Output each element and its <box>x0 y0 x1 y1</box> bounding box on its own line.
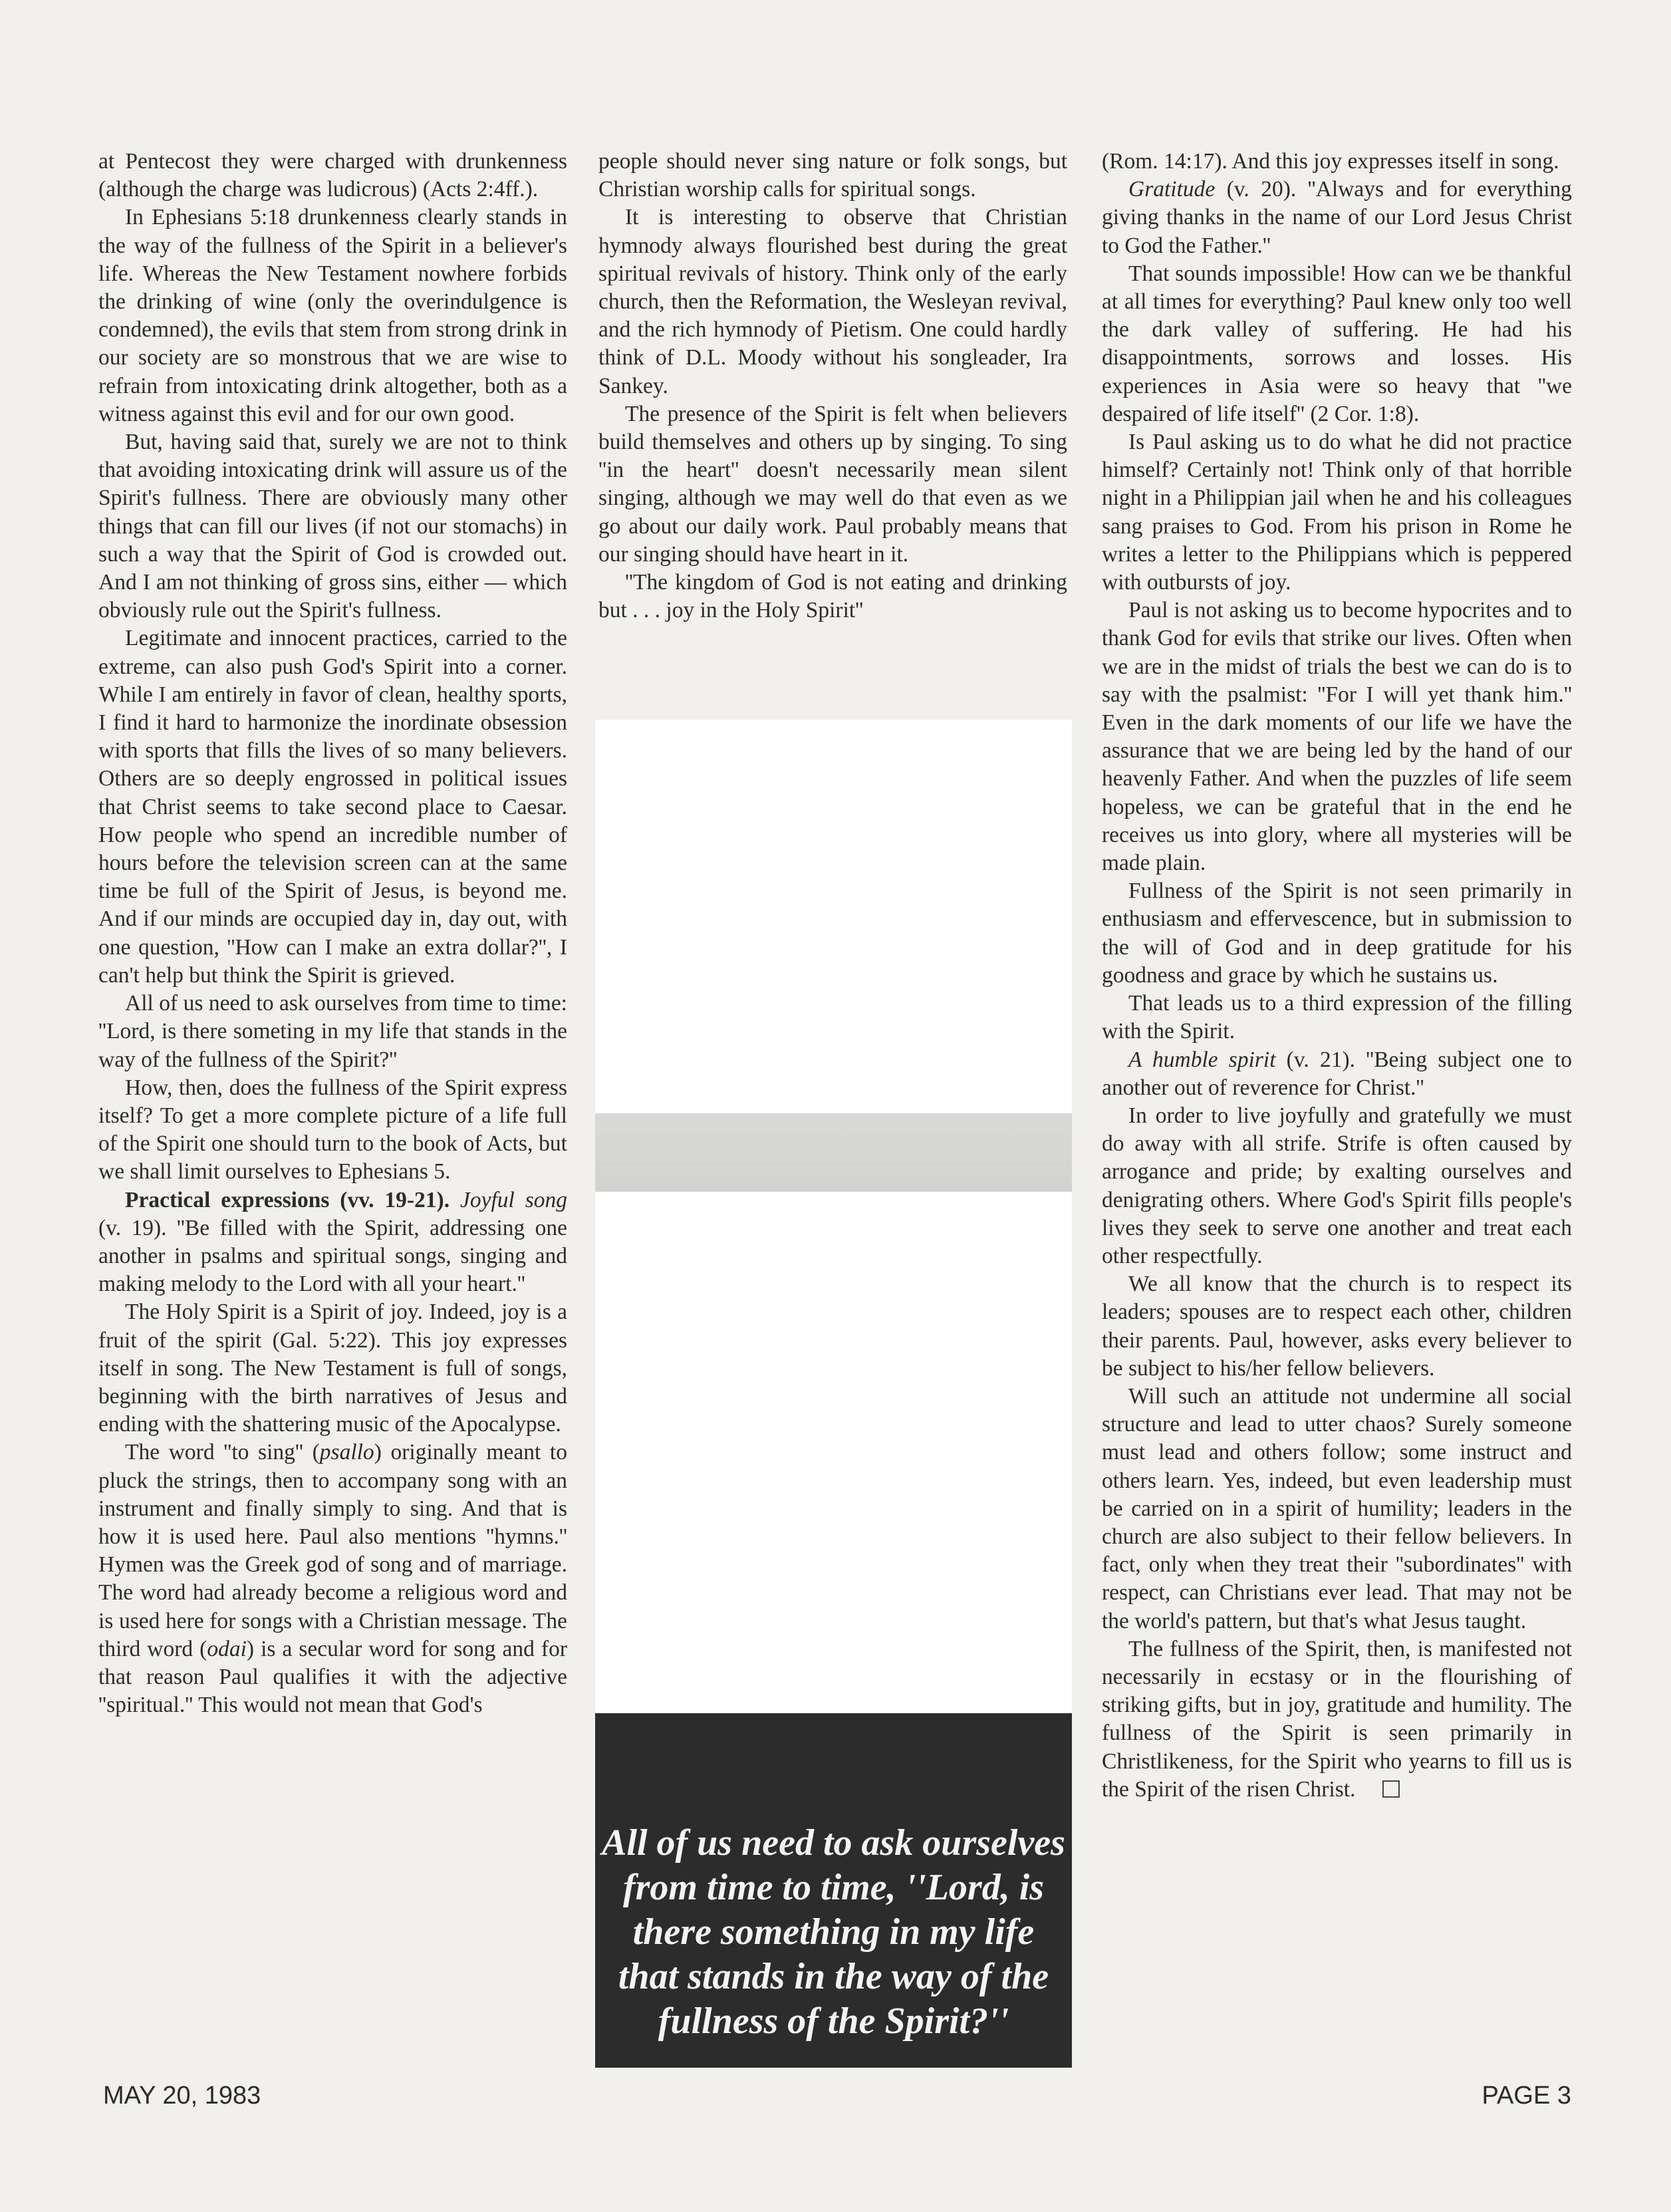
paragraph-practical-expressions <box>98 1186 567 1299</box>
paragraph-humble-spirit <box>1102 1046 1572 1102</box>
paragraph: All of us need to ask ourselves from time to time: ''Lord, is there someting in my life that stands in the way of the fullness of the Spirit?'' <box>98 991 567 1072</box>
paragraph: Paul is not asking us to become hypocrites and to thank God for evils that strike our lives. Often when we are in the midst of trials the best we can do is to say with the psalmist: ''For I will yet thank him.'' Even in the dark moments of our life we have the assurance that we are being led by the hand of our heavenly Father. And when the puzzles of life seem hopeless, we can be grateful that in the end he receives us into glory, where all mysteries will be made plain. <box>1102 598 1572 876</box>
pullquote-text: All of us need to ask ourselves from time to time, ''Lord, is there something in my life that stands in the way of the fullness of the Spirit?'' <box>602 1822 1065 2042</box>
end-of-article-mark <box>1382 1780 1400 1798</box>
paragraph: (Rom. 14:17). And this joy expresses itself in song. <box>1102 149 1559 174</box>
paragraph: ''The kingdom of God is not eating and drinking but . . . joy in the Holy Spirit'' <box>598 570 1067 623</box>
paragraph: Legitimate and innocent practices, carried to the extreme, can also push God's Spirit into a corner. While I am entirely in favor of clean, healthy sports, I find it hard to harmonize the inordinate obsession with sports that fills the lives of so many believers. Others are so deeply engrossed in political issues that Christ seems to take second place to Caesar. How people who spend an incredible number of hours before the television screen can at the same time be full of the Spirit of Jesus, is beyond me. And if our minds are occupied day in, day out, with one question, ''How can I make an extra dollar?'', I can't help but think the Spirit is grieved. <box>98 626 567 988</box>
subheading-joyful-song: Joyful song <box>459 1187 567 1212</box>
section-heading: Practical expressions (vv. 19-21). <box>125 1187 450 1212</box>
paragraph: How, then, does the fullness of the Spirit express itself? To get a more complete picture of a life full of the Spirit one should turn to the book of Acts, but we shall limit ourselves to Ephesians 5. <box>98 1075 567 1184</box>
paragraph-gratitude <box>1102 176 1572 260</box>
greek-word: odai <box>207 1636 247 1661</box>
article-column-left <box>98 148 567 1719</box>
pullquote-box <box>595 1713 1072 2068</box>
paragraph-psallo <box>98 1439 567 1719</box>
paragraph: That leads us to a third expression of the filling with the Spirit. <box>1102 991 1572 1044</box>
paragraph: Will such an attitude not undermine all social structure and lead to utter chaos? Surely someone must lead and others follow; some instruct and others learn. Yes, indeed, but even leadership must be carried on in a spirit of humility; leaders in the church are also subject to their fellow believers. In fact, only when they treat their ''subordinates'' with respect, can Christians ever lead. That may not be the world's pattern, but that's what Jesus taught. <box>1102 1383 1572 1633</box>
paragraph-text: The fullness of the Spirit, then, is manifested not necessarily in ecstasy or in the flourishing of striking gifts, but in joy, gratitude and humility. The fullness of the Spirit is seen primarily in Christlikeness, for the Spirit who yearns to fill us is the Spirit of the risen Christ. <box>1102 1636 1572 1802</box>
paragraph: In order to live joyfully and gratefully we must do away with all strife. Strife is often caused by arrogance and pride; by exalting ourselves and denigrating others. Where God's Spirit fills people's lives they seek to serve one another and treat each other respectfully. <box>1102 1103 1572 1268</box>
paragraph: In Ephesians 5:18 drunkenness clearly stands in the way of the fullness of the Spirit in a believer's life. Whereas the New Testament nowhere forbids the drinking of wine (only the overindulgence is condemned), the evils that stem from strong drink in our society are so monstrous that we are wise to refrain from intoxicating drink altogether, both as a witness against this evil and for our own good. <box>98 205 567 426</box>
text-run: ) originally meant to pluck the strings, then to accompany song with an instrument and finally simply to sing. And that is how it is used here. Paul also mentions ''hymns.'' Hymen was the Greek god of song and of marriage. The word had already become a religious word and is used here for songs with a Christian message. The third word ( <box>98 1440 567 1661</box>
paragraph: That sounds impossible! How can we be thankful at all times for everything? Paul knew only too well the dark valley of suffering. He had his disappointments, sorrows and losses. His experiences in Asia were so heavy that ''we despaired of life itself'' (2 Cor. 1:8). <box>1102 261 1572 426</box>
paragraph-text: (v. 20). ''Always and for everything giving thanks in the name of our Lord Jesus Christ to God the Father.'' <box>1102 177 1572 258</box>
issue-date: MAY 20, 1983 <box>103 2082 261 2110</box>
photo-gray-band <box>595 1113 1072 1192</box>
paragraph-text: (v. 19). ''Be filled with the Spirit, addressing one another in psalms and spiritual songs, singing and making melody to the Lord with all your heart.'' <box>98 1215 567 1297</box>
greek-word: psallo <box>319 1440 374 1465</box>
subheading-humble-spirit: A humble spirit <box>1128 1047 1276 1072</box>
text-run: The word ''to sing'' ( <box>125 1440 320 1465</box>
paragraph: Fullness of the Spirit is not seen primarily in enthusiasm and effervescence, but in submission to the will of God and in deep gratitude for his goodness and grace by which he sustains us. <box>1102 879 1572 988</box>
paragraph: at Pentecost they were charged with drunkenness (although the charge was ludicrous) (Acts 2:4ff.). <box>98 149 567 202</box>
article-column-right <box>1102 148 1572 1804</box>
page-number: PAGE 3 <box>1481 2082 1571 2110</box>
article-column-middle <box>598 148 1067 624</box>
text-run: ) is a secular word for song and for that reason Paul qualifies it with the adjective ''spiritual.'' This would not mean that God's <box>98 1636 567 1718</box>
photo-placeholder-bottom <box>595 1192 1072 1713</box>
paragraph-final <box>1102 1635 1572 1804</box>
paragraph: The Holy Spirit is a Spirit of joy. Indeed, joy is a fruit of the spirit (Gal. 5:22). This joy expresses itself in song. The New Testament is full of songs, beginning with the birth narratives of Jesus and ending with the shattering music of the Apocalypse. <box>98 1300 567 1437</box>
paragraph: We all know that the church is to respect its leaders; spouses are to respect each other, children their parents. Paul, however, asks every believer to be subject to his/her fellow believers. <box>1102 1272 1572 1381</box>
paragraph: It is interesting to observe that Christian hymnody always flourished best during the great spiritual revivals of history. Think only of the early church, then the Reformation, the Wesleyan revival, and the rich hymnody of Pietism. One could hardly think of D.L. Moody without his songleader, Ira Sankey. <box>598 205 1067 398</box>
paragraph: The presence of the Spirit is felt when believers build themselves and others up by singing. To sing ''in the heart'' doesn't necessarily mean silent singing, although we may well do that even as we go about our daily work. Paul probably means that our singing should have heart in it. <box>598 401 1067 567</box>
subheading-gratitude: Gratitude <box>1128 177 1216 202</box>
paragraph: people should never sing nature or folk songs, but Christian worship calls for spiritual songs. <box>598 149 1067 202</box>
photo-placeholder-top <box>595 720 1072 1113</box>
paragraph: But, having said that, surely we are not to think that avoiding intoxicating drink will assure us of the Spirit's fullness. There are obviously many other things that can fill our lives (if not our stomachs) in such a way that the Spirit of God is crowded out. And I am not thinking of gross sins, either — which obviously rule out the Spirit's fullness. <box>98 430 567 623</box>
paragraph: Is Paul asking us to do what he did not practice himself? Certainly not! Think only of that horrible night in a Philippian jail when he and his colleagues sang praises to God. From his prison in Rome he writes a letter to the Philippians which is peppered with outbursts of joy. <box>1102 430 1572 595</box>
paragraph-text: (v. 21). ''Being subject one to another out of reverence for Christ.'' <box>1102 1047 1572 1100</box>
